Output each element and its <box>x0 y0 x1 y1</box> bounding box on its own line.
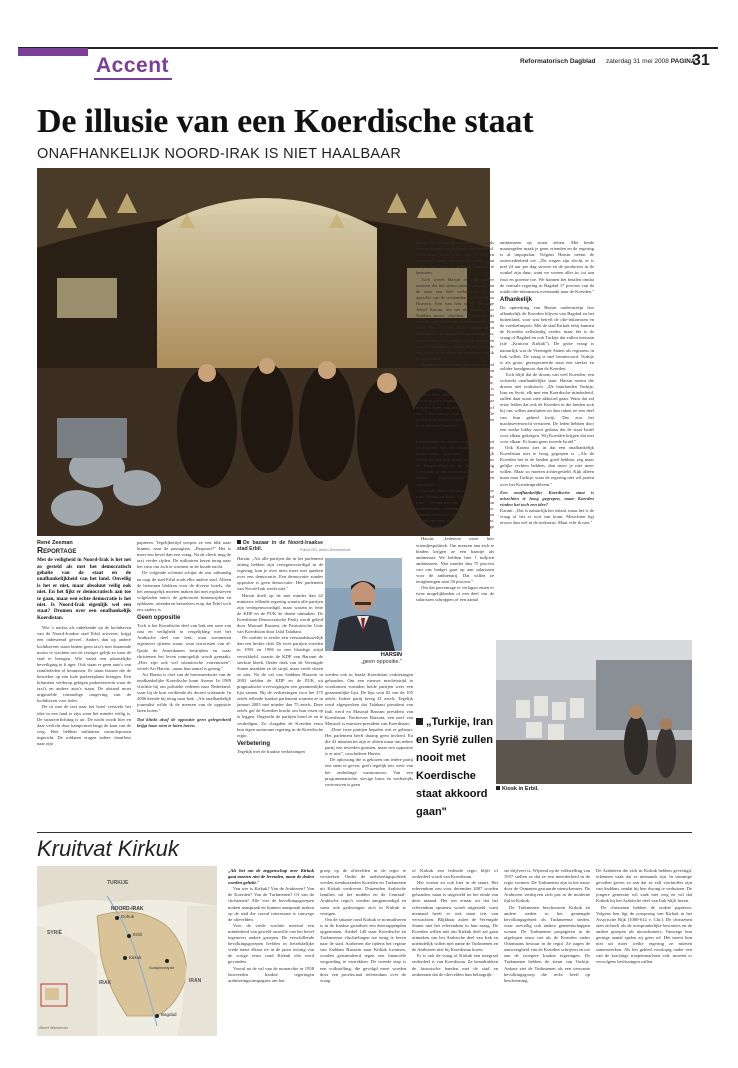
sidebar-column-4 <box>504 868 590 1048</box>
kiosk-illustration <box>496 640 692 784</box>
body-paragraph: Toch blijft dat de droom van veel Koerden: een volstrekt onafhankelijke staat. Harsin noemt die droom niet realistisch. „De buurlanden Turkije, Iran en Syrië, elk met een Koerdische minderheid, zullen daar nooit mee akkoord gaan. Want dat zal ertoe leiden dat ook de Koerden in die landen zich bij ons willen aansluiten en dan raken ze een deel van hun gebied kwijt. Dat zou het machtsevenwicht verstoren. De leden hebben door een sterke lobby nooit gedaan dat de staat Israël voor elkaar gekregen. Wij Koerden krijgen dat niet voor elkaar. Er komt geen tweede Israël." <box>500 371 594 444</box>
pull-quote-text: „Turkije, Iran en Syrië zullen nooit met Koerdische staat akkoord gaan" <box>416 716 494 818</box>
sidebar-top-rule <box>37 832 692 833</box>
section-label: Accent <box>96 54 170 77</box>
interview-question: Dat klinkt alsof de oppositie geen gelegenheid krijgt haar stem te laten horen. <box>137 716 231 728</box>
body-paragraph: ste drijfveer is. Wijzend op de volkstelling van 1957 stellen ze dat ze een meerderheid in de regio vormen. De Turkmenen zijn in het nauw door de Osmanen gestuurde nieuwkomers. De Arabieren verdrijven zich pas in de moderne tijd in Kirkuk. <box>504 868 590 904</box>
map-label-sulaymaniyah: Sulaymaniyah <box>149 965 175 970</box>
body-paragraph: Van wie is Kirkuk? Van de Arabieren? Van de Koerden? Van de Turkmenen? Of van de christenen? Alle vier de bevolkingsgroepen maken aanspraak en kunnen aanspraak maken op de stad die vooral interessant is vanwege de olievelden. <box>228 886 314 922</box>
body-paragraph: Harsin: „Als alle partijen die in het parlement zitting hebben zijn vertegenwoordigd in de regering, kun je over niets meer niet spreken over een democratie. Een democratie zonder oppositie is geen democratie. Het parlement van Noord-Irak werkt niet." <box>237 556 323 592</box>
body-paragraph: Er is ook de vraag of Kirkuk een integraal onderdeel is van Koerdistan. Ze benadrukken de historische banden met de stad en ontkennen dat de olievelden hun belangrijk- <box>412 953 498 977</box>
masthead <box>0 0 738 77</box>
portrait-caption-text: „geen oppositie." <box>360 658 402 665</box>
body-paragraph: Om de situatie rond Kirkuk te normaliseren is in de Iraakse grondwet een drietrappenplan opgenomen. Artikel 140 staat Koerdische en Turkmeense vluchtelingen toe terug te keren naar de stad. Arabieren die tijdens het regime van Saddam Hussein naar Kirkuk kwamen, worden gestimuleerd tegen een financiële vergoeding te vertrekken. De tweede stap is een volkstelling, die gevolgd moet worden door een provinciaal referendum over de vraag <box>320 916 406 983</box>
body-paragraph: Vooral na de val van de monarchie in 1958 lanceerden Iraakse regeringen arabiseringscampagnes om het <box>228 965 314 983</box>
map-label-irak: IRAK <box>99 980 112 986</box>
body-paragraph: „Deze twee partijen bepalen wat er gebeurt. Het parlement heeft daarop geen invloed. En die 42 ministeries zijn er alleen maar om iedere partij een tevreden gunsten, maar een oppositie is er niet", concludeert Harsin. <box>325 726 413 757</box>
map-label-syrie: SYRIË <box>47 930 63 936</box>
body-paragraph: Saddam was een jaar daarvoor ten val gebracht. „De situatie onder Saddam kun je niet vergelijken met de huidige situatie. We hebben geen 100 procent democratie, maar in vergelijking met het verleden is het een hele verbetering. Onder Saddam mocht je geen tegenstanders hebben, maar ook het bezit van een satellietschotel of een videocamera was al strafbaar. De politie kon iemand zomaar oppakken. Dat is nu allemaal voorbij." <box>416 361 494 428</box>
map-label-bagdad: Bagdad <box>161 1012 177 1017</box>
section-heading: Verbetering <box>237 740 271 747</box>
date-text: zaterdag 31 mei 2008 <box>606 58 669 65</box>
byline: René Zeeman <box>37 540 73 546</box>
harsin-portrait-photo <box>325 558 402 651</box>
map-illustration <box>37 866 217 1036</box>
headline: De illusie van een Koerdische staat <box>37 103 534 140</box>
kirkuk-map <box>37 866 217 1036</box>
body-paragraph: De christenen hebben de oudste papieren. Volgens hen ligt de oorsprong van Kirkuk in het Assyrische Rijk (1000-612 v. Chr.). De christenen zien zichzelf als de oorspronkelijke bewoners en de andere groepen als nieuwkomers. Vanwege hun geringe aantal spelen zij geen rol. Het meest hun niet uit moet welke regering ze moeten samenwerken. Als het gebied voorlopig onder een van de krachtige troepenmachten valt, moeten er vervolgens beslissingen vallen. <box>596 904 692 965</box>
newspaper-name: Reformatorisch Dagblad <box>520 58 596 65</box>
sidebar-column-2 <box>320 868 406 1048</box>
article-column-5 <box>416 240 494 700</box>
portrait-caption <box>325 652 402 665</box>
map-label-noord-irak: NOORD-IRAK <box>111 906 144 912</box>
page-label: PAGINA <box>670 58 696 65</box>
masthead-rule <box>18 47 718 49</box>
body-paragraph: De coalitie is eerder een verstandshuwelijk dan een hechte club. De twee partijen voerden in 1993 en 1996 in een bloedige strijd verwikkeld, waarin de KDP van Barzani de sterkste bleek. Onder druk van de Verenigde Staten maakten ze de strijd, maar vrede sloten ze niet. Na de val van Saddam Hussein in 2003 stelden de KDP en de PUK uit pragmatische overwegingen een gezamenlijke lijst samen. Bij de verkiezingen voor het 275 zetels tellende Iraakse parlement wonnen ze in januari 2005 met minder dan 75 zetels. Deze zetels gaf de Koerden kracht om hun eisen op te leggen. Ongeacht de partijen bond ze en te verdedigen. Zo claagden de Koerden extra hun eigen autonome regering in de Koerdische regio. <box>237 635 323 738</box>
map-label-erbil: Erbil <box>133 932 143 937</box>
sidebar-title: Kruitvat Kirkuk <box>37 836 179 861</box>
sidebar-column-5 <box>596 868 692 1048</box>
map-credit-text: Albert Wisseman <box>39 1026 68 1030</box>
portrait-illustration <box>325 558 402 651</box>
caption-text: De bazaar in de Noord-Iraakse stad Erbil. <box>237 540 323 552</box>
sidebar-lead: „Als het om de zeggenschap over Kirkuk gaat moeten niet de levenden, maar de doden worden gehekt." <box>228 868 314 886</box>
map-credit <box>39 1026 68 1030</box>
body-paragraph: Om dat percentage te verlagen zitten er twee mogelijkheden of een deel van de salarissen schrappen of een aantal <box>416 585 494 603</box>
kiosk-caption <box>496 786 539 792</box>
body-paragraph: groep op de olievelden in de regio te versterken. Onder de arabiseringspolitiek werden tienduizenden Koerden en Turkmenen uit Kirkuk verdreven. Duizenden Arabische families uit het midden en de Centraal-Arabische regio's werden aangemoedigd en soms ook gedwongen zich in Kirkuk te vestigen. <box>320 868 406 916</box>
body-paragraph: werden ook in Iraaks Koerdistan verkiezingen gehouden. Om een nieuwe machtsstrijd te voorkomen vormden beide partijen weer een gezamenlijke lijst. De lijst won 82 van de 105 zetels. Iedere partij kreeg 41 zetels. Tegelijk werd afgesproken dat Talabani president van Irak werd en Masoud Barzani president van Koerdistan. Nechirvan Barzani, een neef van Masoud, is minister-president van Koerdistan. <box>325 672 413 726</box>
interview-question: Een onafhankelijke Koerdische staat is misschien te hoog gegrepen, maar Koerden vinden het toch een idee? <box>500 489 594 507</box>
section-heading: Afhankelijk <box>500 296 533 303</box>
body-paragraph: Wie 's nachts als onbekende op de luchthaven van de Noord-Iraakse stad Erbil arriveert, krijgt een onbestemd gevoel. Anders dan op andere luchthavens staan buiten geen taxi's met draaiende motor te wachten om de reiziger gelijk zo naar de stad te brengen. Wie vanaf een plaatselijke beveiliging te fi nger. Ook staan er geen auto's van familieleden of kennissen. Er staan bussen die de bezoeker op een kale parkeerplaats brengen. Een kilometer verderop gelegen parkeerterrein waar de taxi's en andere auto's staan. De afstand moet uitgestelde rommelige omgeving van de luchthaven voor ieder. <box>37 625 131 704</box>
body-paragraph: De rit met de taxi naar het hotel verstrekt het idee in een land te zijn waar het minder veilig is. De straatverlichting is uit. De nacht wordt hier en daar verlicht door kampvuren langs de kant van de weg. Hier hebben militairen controleposten ingericht. De soldaten vragen iedere chauffeur naar zijn <box>37 704 131 747</box>
portrait-caption-name: HARSIN <box>380 652 402 658</box>
body-paragraph: Voor de vrede wachtte meestal een minderheid van geweld omwille van het bevel tegenover andere groepen. De verschillende bevolkingsgroepen leefden in betrekkelijke vrede naast elkaar tot in de jaren twintig van de vorige eeuw rond Kirkuk olie werd gevonden. <box>228 922 314 965</box>
body-paragraph: Karani: „Dat is natuurlijk het ideaal, maar het is de vraag of het er ooit van komt. Misschien ligt ervoor dan wel in de toekomst. Maar echt ik niet." <box>500 507 594 526</box>
issue-date <box>606 58 696 65</box>
body-paragraph: Ari Harsin is chef van de bureauredactie van de onafhankelijke Koerdische krant Awene. In 1989 vluchtte hij om politieke redenen naar Nederland, waar hij de kost verdiende als docent wiskunde. In 2006 keerde hij terug naar Irak. „Als onafhankelijk journalist wilde ik de mensen van de oppositie laten horen." <box>137 671 231 714</box>
page-number: 31 <box>692 52 710 69</box>
lead-paragraph: Met de veiligheid in Noord-Irak is het net zo gesteld als met het democratisch gehalte van de staat en de onafhankelijkheid van het land. Onveilig is het er niet, maar absoluut veilig ook niet. En het lijkt er democratisch aan toe te gaan, maar een echte democratie is het niet. Is Noord-Irak eigenlijk wel een staat? Dromen over een onafhankelijk Koerdistan. <box>37 557 131 621</box>
body-paragraph: Het voeten zit ook hier in de staart. Het referendum zou voor december 2007 worden gehouden, maar is uitgesteld tot het einde van deze maand. Het riet ernaar uit dat het referendum opnieuw wordt uitgesteld, want niemand heeft er ook maar iets van verwachten. Blijkbaar zitten de Verenigde Staten niet het referendum in hun maag. De Koerden willen niet dat Kirkuk deel zal gaan uitmaken van het Arabische deel van Irak en uiteindelijk willen met name de Turkmenen en de Arabieren niet bij Koerdistan horen. <box>412 880 498 953</box>
body-paragraph: Harsin doelt op de met minder dan 42 ministers tellende regering waarin alle partijen zijn vertegenwoordigd, maar waarin in feite de KDP en de PUK de dienst uitmaken. De Koerdistan Democratische Partij wordt geleid door Masoud Barzani, de Patriottische Unie van Koerdistan door Jalal Talabani. <box>237 592 323 635</box>
pull-quote <box>416 712 494 820</box>
caption-marker-icon <box>237 540 241 544</box>
kicker: Reportage <box>37 545 77 556</box>
body-paragraph: De Arabieren die zich in Kirkuk hebben gevestigd, erkennen vaak dat ze niemands rijn. In sommige gevallen geven ze aan dat ze zelf slachtoffer zijn van Saddam, omdat hij hen dwong te verhuizen. De jongere generatie wil vaak niet weg en wil dat Kirkuk bij het Arabische deel van Irak blijft horen. <box>596 868 692 904</box>
body-paragraph: De opmerking van Harsin onderstreept hoe afhankelijk de Koerden blijven van Bagdad en het buitenland, voor wat betreft de olie-inkomsten en de voedselimport. Met de stad Kirkuk erbij kunnen de Koerden zelfstandig verder, maar het is de vraag of Bagdad en ook Turkije dat zullen toestaan (zie „Kruitvat Kirkuk"). De grote vraag is natuurlijk wat de Verenigde Staten als regisseur in Irak willen. De vraag is snel beantwoord. Turkije is als grote, gerespecteerde staat een sterker en solider bondgenoot dan de Koerden. <box>500 304 594 371</box>
map-label-iran: IRAN <box>189 978 202 984</box>
body-paragraph: ambtenaren op straat zetten. Met beide maatregelen maak je geen vrienden en de regering is al impopulair. Volgens Harsin neemt de ontevredenheid toe. „De wegen zijn slecht, er is niet 24 uur per dag stroom en de producten in de winkel zijn duur, want we voeren alles in, tot aan fruit en groente toe. We kunnen het betalen omdat de centrale regering in Bagdad 17 procent van de totale olie-inkomsten overmaakt naar de Koerden." <box>500 240 594 294</box>
section-accent-bar <box>18 48 88 56</box>
body-paragraph: De volgende ochtend schijnt de zon uitbundig en oogt de stad Erbil zoals elke andere stad. Alleen de betonnen blokken voor de diverse hotels, die het onmogelijk moeten maken dat met explosieven volgeladen auto's de gebouwen binnenrijden en opblazen, attenderen bezoekers erop dat Erbil toch iets anders is. <box>137 570 231 613</box>
body-paragraph: sprake. De belangrijkste ministeries, zoals die van Justitie en Defensie, zijn verdeeld. Koerdistan heeft voor zijn 4 miljoen inwoners meer ministeries nodig dan China om ruim 1 miljard mensen te besturen. <box>416 240 494 276</box>
map-label-dohuk: Dohuk <box>121 914 135 919</box>
body-paragraph: Barzani domineert als vanouds de regio rond Dohuk en Erbil, Talabani het gebied rond Sulaymaniyah. Zij en hun familieleden beheren deze gebieden. Barzani heeft op zijn bankrekening een tegoed van naar schatting 2 miljard dollar. Talabani moet het doen met een slordige 400 miljoen. <box>416 487 494 536</box>
subheadline: ONAFHANKELIJK NOORD-IRAK IS NIET HAALBAAR <box>37 146 402 162</box>
map-label-turkije: TURKIJE <box>107 880 129 886</box>
caption-text: Kiosk in Erbil. <box>502 786 539 792</box>
body-paragraph: of Kirkuk een federale regio blijft of onderdeel wordt van Koerdistan. <box>412 868 498 880</box>
sidebar-column-3 <box>412 868 498 1048</box>
section-heading: Vriendjespolitiek <box>416 430 464 437</box>
caption-marker-icon <box>496 786 500 790</box>
photo-credit: Foto's RD, Anton Dommerholt <box>300 548 351 552</box>
body-paragraph: Toch weten Harsin en ook andere mensen dat het democratisch gehalte van de staat een hele verbetering is ten opzichte van de toestanden onder Saddam Hussein. Een van hen is de 55-jarige Jehyil Karani, die net als Harsin voor Saddam moest vluchten. Karani is als docente verbonden aan de universiteit van Erbil. Van 1995 tot 2004 verbleef hij in Nederland. „Ik deed werk op tebe-niveau, maar nadien dat leefde tot de aanslagen van 11 september. Omdat ik niet de hele dag thuis wilde zitten en te-kijken ben ik teruggekeerd." <box>416 276 494 361</box>
section-underline <box>94 78 172 80</box>
body-paragraph: papieren. Tegelijkertijd werpen ze een blik naar binnen, naar de passagiers. „Paspoort?" Het is meer een bevel dan een vraag. Na de check mag de taxi verder rijden. De militairen keren terug naar het vuur om zich te warmen in de koude nacht. <box>137 540 231 570</box>
body-paragraph: Ook Karani ziet in dat een onafhankelijk Koerdistan niet te hoog gegrepen is. „Als de Koerden het in de landen goed hebben, zeg maar gelijke rechten hebben, dan moet je niet meer willen. Maar zo moeten achtergesteld. Kijk alleen maar naar Turkije, waar de regering niet wil praten over het Koerdenprobleem." <box>500 445 594 487</box>
article-column-6 <box>500 240 594 636</box>
pull-quote-marker-icon <box>416 718 423 725</box>
body-paragraph: De Turkmenen beschouwen Kirkuk en andere steden in het gemengde bevolkingsgebied als Turkmeense steden, waar toevallig ook andere gemeenschappen wonen. De Turkmenen propageren in de afgelopen eeuw net als de Koerden onder Ottomaans bestuur in de regio. Ze zagen de aanwezigheid van de Koerden schrijven en toe aan de vroegere Iraakse regeringen. De Turkmenen hebben de steun van Turkije. Ankara ziet de Turkmenen als een verwante bevolkingsgroep die recht heeft op bescherming. <box>504 904 590 983</box>
body-paragraph: De oplossing die is gekozen om iedere partij een stem te geven, geeft tegelijk iets weer van het onderlinge wantrouwen. Van een programmatische, stevige basis en wederzijds vertrouwen is geen <box>325 757 413 787</box>
body-paragraph: Toch is het Koerdische deel van Irak een oase van rust en veiligheid in vergelijking met het Arabische deel van Irak, waar soennieten tegenover sjiieten staan, waar terroristen van al-Qaida de Amerikanen bestrijden en waar christenen het leven onmogelijk wordt gemaakt. „Hier zijn ook wel islamitische extremisten", vertelt Ari Harsin, „maar hun aantal is gering." <box>137 623 231 671</box>
map-label-kirkuk: Kirkuk <box>129 955 142 960</box>
kiosk-photo <box>496 640 692 784</box>
sidebar-column-1 <box>228 868 314 1048</box>
section-heading: Geen oppositie <box>137 615 181 622</box>
body-paragraph: Harsin: „Iedereen moet hier vriendjespolitiek. Om mensen aan zich te binden krijgen ze een baantje als ambtenaar. We hebben hier 1 miljoen ambtenaren. Niet minder dan 75 procent van ons budget gaat op aan salarissen voor de ambtenarij. Dat willen ze terugbrengen naar 50 procent." <box>416 536 494 585</box>
body-paragraph: Tegelijk met de Iraakse verkiezingen <box>237 748 305 754</box>
body-paragraph: Commentatoren wijzen erop dat Talabani en Barzani niet de reputatie van echte democraten genieten. Waarschijnlijk zullen ze dat ook nooit worden. Tijdens de burgeroorlog in de jaren negentig schonden ze de mensenrechten op grote schaal. Tegenstanders verdwenen spoorloos. <box>416 438 494 487</box>
